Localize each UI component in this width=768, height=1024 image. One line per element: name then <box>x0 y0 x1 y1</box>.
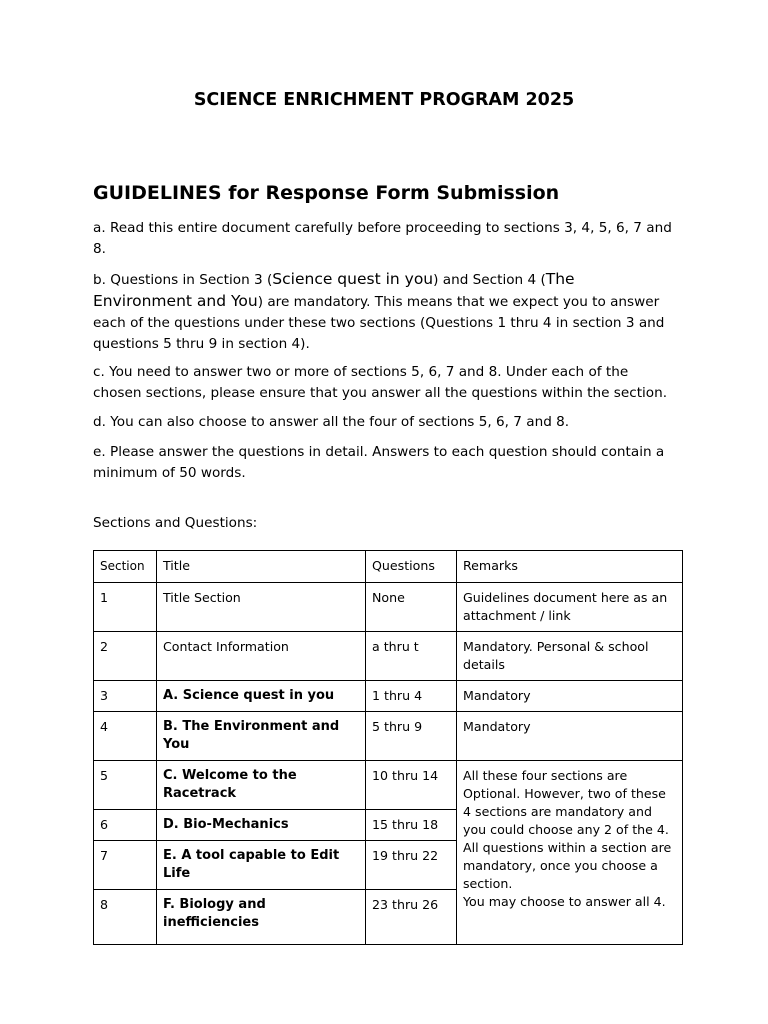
header-remarks: Remarks <box>457 551 683 583</box>
guideline-e: e. Please answer the questions in detail. Answers to each question should contain a minimum of 50 words. <box>93 444 665 481</box>
cell-questions: 23 thru 26 <box>366 890 457 945</box>
cell-section: 1 <box>94 583 157 632</box>
header-section: Section <box>94 551 157 583</box>
guideline-b-part3: ) are mandatory. This means that we expect you to answer each of the questions under these two sections (Questions 1 thru 4 in section 3 and questions 5 thru 9 in section 4). <box>93 294 665 352</box>
cell-title: C. Welcome to the Racetrack <box>157 761 366 810</box>
table-row <box>94 632 683 681</box>
cell-questions: a thru t <box>366 632 457 681</box>
guideline-b-part2: ) and Section 4 ( <box>433 272 546 288</box>
cell-title: Contact Information <box>157 632 366 681</box>
table-row <box>94 761 683 810</box>
optional-remark-text-2: You may choose to answer all 4. <box>463 894 666 909</box>
table-row <box>94 583 683 632</box>
guideline-b-part1: b. Questions in Section 3 ( <box>93 272 273 288</box>
cell-questions: None <box>366 583 457 632</box>
cell-title: F. Biology and inefficiencies <box>157 890 366 945</box>
guideline-b-science-quest: Science quest in you <box>272 270 434 288</box>
cell-title: D. Bio-Mechanics <box>157 810 366 841</box>
cell-section: 2 <box>94 632 157 681</box>
cell-section: 8 <box>94 890 157 945</box>
guideline-c: c. You need to answer two or more of sections 5, 6, 7 and 8. Under each of the chosen sections, please ensure that you answer all the questions within the section. <box>93 364 668 401</box>
table-row <box>94 712 683 761</box>
cell-section: 5 <box>94 761 157 810</box>
optional-remark-text: All these four sections are Optional. However, two of these 4 sections are mandatory and you could choose any 2 of the 4. All questions within a section are mandatory, once you choose a section. <box>463 768 672 891</box>
cell-title: E. A tool capable to Edit Life <box>157 841 366 890</box>
cell-remarks: Mandatory <box>457 712 683 761</box>
sections-label: Sections and Questions: <box>93 515 258 531</box>
header-questions: Questions <box>366 551 457 583</box>
sections-table <box>93 550 683 945</box>
guideline-b-environment: The Environment and You <box>93 270 575 310</box>
cell-title: A. Science quest in you <box>157 681 366 712</box>
cell-questions: 5 thru 9 <box>366 712 457 761</box>
cell-questions: 1 thru 4 <box>366 681 457 712</box>
header-title: Title <box>157 551 366 583</box>
cell-title: B. The Environment and You <box>157 712 366 761</box>
cell-section: 6 <box>94 810 157 841</box>
page-title: SCIENCE ENRICHMENT PROGRAM 2025 <box>193 90 575 110</box>
guidelines-heading: GUIDELINES for Response Form Submission <box>93 182 560 204</box>
cell-remarks: Mandatory. Personal & school details <box>457 632 683 681</box>
guideline-d: d. You can also choose to answer all the four of sections 5, 6, 7 and 8. <box>93 414 570 430</box>
cell-questions: 15 thru 18 <box>366 810 457 841</box>
cell-questions: 10 thru 14 <box>366 761 457 810</box>
guideline-b <box>93 269 678 355</box>
cell-section: 3 <box>94 681 157 712</box>
cell-title: Title Section <box>157 583 366 632</box>
table-header-row <box>94 551 683 583</box>
cell-remarks: Mandatory <box>457 681 683 712</box>
cell-remarks-optional <box>457 761 683 945</box>
cell-questions: 19 thru 22 <box>366 841 457 890</box>
cell-section: 7 <box>94 841 157 890</box>
table-row <box>94 681 683 712</box>
guideline-a: a. Read this entire document carefully before proceeding to sections 3, 4, 5, 6, 7 and 8. <box>93 220 672 257</box>
cell-section: 4 <box>94 712 157 761</box>
cell-remarks: Guidelines document here as an attachment / link <box>457 583 683 632</box>
